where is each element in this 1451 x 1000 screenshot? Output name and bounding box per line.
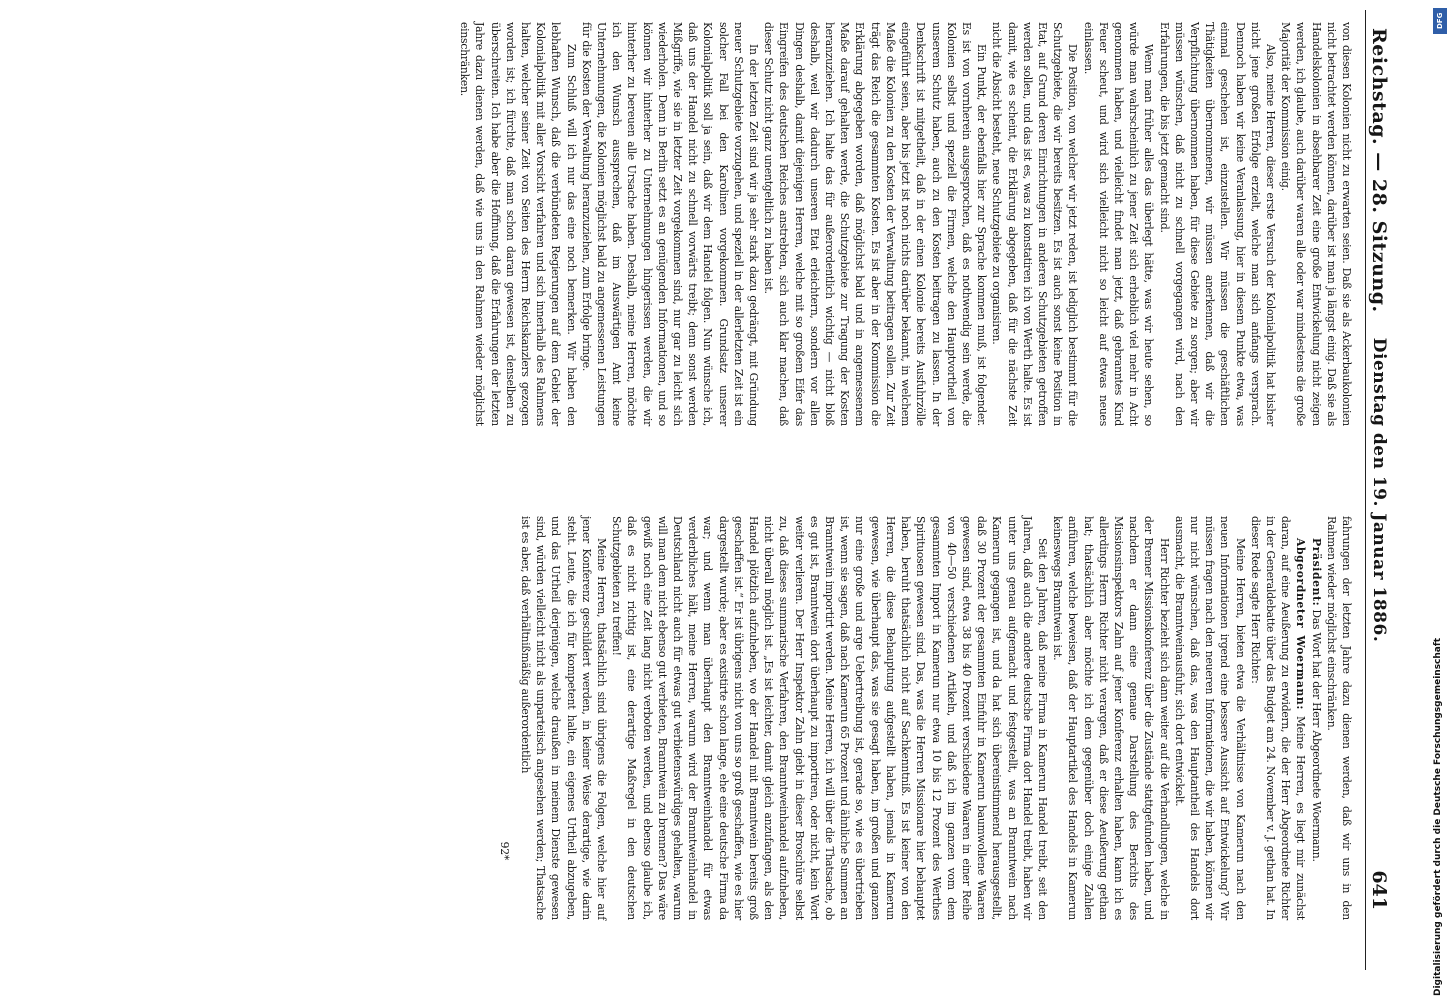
left-text-column — [64, 22, 1354, 426]
paragraph: Also, meine Herren, dieser erste Versuch der Kolonialpolitik hat bisher nicht jene großen Erfolge erzielt, welche man sich anfangs versprach. Dennoch haben wir keine Veranlassung, hier in diesem Punkte etwa, was einmal geschehen ist, einzustellen. Wir müssen die geschäftlichen Thätigkeiten übernommenen, wir müssen anerkennen, daß wir die Verpflichtung übernommen haben, für diese Gebiete zu sorgen; aber wir müssen wünschen, daß nicht zu schnell vorgegangen wird, nach den Erfahrungen, die bis jetzt gemacht sind. — [1157, 22, 1277, 426]
speech-text: Meine Herren, es liegt mir zunächst daran, auf eine Aeußerung zu erwidern, die der Herr Abgeordnete Richter in der Generaldebatte über das Budget am 24. November v. J. gethan hat. In dieser Rede sagte Herr Richter: — [1248, 516, 1308, 921]
running-header — [1365, 10, 1390, 970]
paragraph: Seit den Jahren, daß meine Firma in Kamerun Handel treibt, seit den Jahren, daß auch die andere deutsche Firma dort Handel treibt, haben wir unter uns genau aufgemacht und festgestellt, was an Branntwein nach Kamerun gegangen ist, und da hat sich übereinstimmend herausgestellt, daß 30 Prozent der gesammten Einfuhr in Kamerun baumwollene Waaren gewesen sind, etwa 38 bis 40 Prozent verschiedene Waaren in einer Reihe von 40—50 verschiedenen Artikeln, und daß ich im ganzen vom dem gesammten Import in Kamerun nur etwa 10 bis 12 Prozent des Werthes Spirituosen gewesen sind. Das, was die Herren Missionare hier behauptet haben, beruht thatsächlich nicht auf Sachkenntniß. Es ist keiner von den Herren, die diese Behauptung aufgestellt haben, jemals in Kamerun gewesen, wie überhaupt das, was sie gesagt haben, im großen und ganzen nur eine große und arge Uebertreibung ist, gerade so, wie es übertrieben ist, wenn sie sagen, daß nach Kamerun 65 Prozent und ähnliche Summen an Branntwein importirt werden. Meine Herren, ich will über die Thatsache, ob es gut ist, Branntwein dort überhaupt zu importiren, oder nicht, kein Wort weiter verlieren. Der Herr Inspektor Zahn giebt in dieser Broschüre selbst zu, daß dieses summarische Verfahren, den Branntweinhandel aufzuheben, nicht überall möglich ist. „Es ist leichter, damit gleich anzufangen, als den Handel plötzlich aufzuheben, wo der Handel mit Branntwein bereits groß geschaffen ist.“ Er ist übrigens nicht von uns so groß geschaffen, wie es hier dargestellt wurde; aber es existirte schon lange, ehe eine deutsche Firma da war; und wenn man überhaupt den Branntweinhandel für etwas verderbliches hält, meine Herren, warum wird der Branntweinhandel in Deutschland nicht auch für etwas gut verbietenswürdiges gehalten, warum will man dem nicht ebenso gut verbieten, Branntwein zu brennen? Das wäre gewiß noch eine Zeit lang nicht verboten werden, und ebenso glaube ich, daß es nicht richtig ist, eine derartige Maßregel in den deutschen Schutzgebieten zu treffen! — [610, 516, 1049, 920]
right-text-column — [64, 516, 1354, 920]
paragraph: Die Position, von welcher wir jetzt reden, ist lediglich bestimmt für die Schutzgebiete, die wir bereits besitzen. Es ist auch sonst keine Position in Etat, auf Grund deren Einrichtungen in anderen Schutzgebieten getroffen werden sollen, und das ist es, was zu konstatiren ich von Werth halte. Es ist damit, wie es scheint, die Erklärung abgegeben, daß für die nächste Zeit nicht die Absicht besteht, neue Schutzgebiete zu organisiren. — [990, 22, 1080, 426]
speech-text: Das Wort hat der Herr Abgeordnete Woermann. — [1309, 609, 1323, 862]
sidebar-credit: Digitalisierung gefördert durch die Deutsche Forschungsgemeinschaft — [1433, 637, 1443, 996]
dfg-logo: DFG — [1433, 8, 1447, 34]
header-session: Reichstag. — 28. Sitzung. — [1368, 28, 1390, 313]
paragraph: Zum Schluß will ich nur das eine noch bemerken. Wir haben den lebhaften Wunsch, daß die verbündeten Regierungen auf dem Gebiet der Kolonialpolitik mit aller Vorsicht verfahren und sich innerhalb des Rahmens halten, welcher seiner Zeit von Seiten des Herrn Reichskanzlers gezogen worden ist; ich fürchte, daß man schon daran gewesen ist, denselben zu überschreiten. Ich habe aber die Hoffnung, daß die Erfahrungen der letzten Jahre dazu dienen werden, daß wie uns in den Rahmen wieder möglichst einschränken. — [458, 22, 578, 426]
signature-mark: 92* — [497, 841, 511, 860]
paragraph: Wenn man früher alles das überlegt hätte, was wir heute sehen, so würde man wahrscheinlich zu jener Zeit sich erheblich viel mehr in Acht genommen haben, und vielleicht findet man jetzt, daß gebranntes Kind Feuer scheut, und wird sich vielleicht nicht so leicht auf etwas neues einlassen. — [1081, 22, 1156, 426]
header-date: Dienstag den 19. Januar 1886. — [1369, 337, 1389, 643]
page-number: 641 — [1368, 870, 1390, 910]
paragraph: Ein Punkt, der ebenfalls hier zur Sprache kommen muß, ist folgender. Es ist von vornherein ausgesprochen, daß es nothwendig sein werde, die Kolonien selbst und speziell die Firmen, welche den Hauptvortheil von unserem Schutz haben, auch zu den Kosten beitragen zu lassen. In der Denkschrift ist mitgetheilt, daß in der einen Kolonie bereits Ausfuhrzölle eingeführt seien, aber bis jetzt ist noch nichts darüber bekannt, in welchem Maße die Kolonien zu den Kosten der Verwaltung beitragen sollen. Zur Zeit trägt das Reich die gesammten Kosten. Es ist aber in der Kommission die Erklärung abgegeben worden, daß möglichst bald und in angemessenem Maße darauf gehalten werde, die Schutzgebiete zur Tragung der Kosten heranzuziehen. Ich halte das für außerordentlich wichtig — nicht bloß deshalb, weil wir dadurch unseren Etat erleichtern, sondern vor allen Dingen deshalb, damit diejenigen Herren, welche mit so großem Eifer das Eingreifen des deutschen Reiches anstrebten, sich auch klar machen, daß dieser Schutz nicht ganz unentgeltlich zu haben ist. — [762, 22, 989, 426]
paragraph: fahrungen der letzten Jahre dazu dienen werden, daß wir uns in den Rahmen wieder möglichst einschränken. — [1324, 516, 1353, 920]
paragraph: Herr Richter bezieht sich dann weiter auf die Verhandlungen, welche in der Bremer Missionskonferenz über die Zustände stattgefunden haben, und nachdem er dann eine genaue Darstellung des Berichts des Missionsinspektors Zahn auf jener Konferenz erhalten haben, kann ich es allerdings Herrn Richter nicht verargen, daß er diese Aeußerung gethan hat; thatsächlich aber möchte ich dem gegenüber doch einige Zahlen anführen, welche beweisen, daß der Hauptartikel des Handels in Kamerun keineswegs Branntwein ist. — [1051, 516, 1171, 920]
speaker-paragraph — [1308, 516, 1323, 920]
speaker-name: Präsident: — [1309, 538, 1323, 607]
paragraph: Meine Herren, thatsächlich sind übrigens die Folgen, welche hier auf jener Konferenz geschildert werden, in keiner Weise derartige, wie darin steht. Leute, die ich für kompetent halte, ein eigenes Urtheil abzugeben, und das Urtheil derjenigen, welche draußen in meinem Dienste gewesen sind, würden vielleicht nicht als unparteiisch angesehen werden; Thatsache ist es aber, daß verhältnißmäßig außerordentlich — [519, 516, 609, 920]
speaker-paragraph — [1248, 516, 1309, 920]
paragraph: In der letzten Zeit sind wir ja sehr stark dazu gedrängt, mit Gründung neuer Schutzgebiete vorzugehen, und speziell in der allerletzten Zeit ist ein solcher Fall bei den Karolinen vorgekommen. Grundsatz unserer Kolonialpolitik soll ja sein, daß wir dem Handel folgen. Nun wünsche ich, daß uns der Handel nicht zu schnell vorwärts treibt; denn sonst werden Mißgriffe, wie sie in letzter Zeit vorgekommen sind, nur gar zu leicht sich wiederholen. Denn in Berlin setzt es an genügenden Informationen, und so können wir hinterher zu Unternehmungen hingerissen werden, die wir hinterher zu bereuen alle Ursache haben. Deshalb, meine Herren, möchte ich den Wunsch aussprechen, daß im Auswärtigen Amt keine Unternehmungen, die Kolonien möglichst bald zu angemessenen Leistungen für die Kosten der Verwaltung heranzuziehen, zum Erfolge bringe. — [579, 22, 761, 426]
digitization-sidebar — [1429, 0, 1451, 1000]
paragraph: von diesen Kolonien nicht zu erwarten seien. Daß sie als Ackerbaukolonien nicht betrachtet werden können, darüber ist man ja längst einig. Daß sie als Handelskolonien in absehbarer Zeit eine große Entwickelung nicht zeigen werden, ich glaube, auch darüber waren alle oder war mindestens die große Majorität der Kommission einig. — [1279, 22, 1353, 426]
speaker-name: Abgeordneter Woermann: — [1294, 538, 1308, 710]
quoted-paragraph: Meine Herren, bieten etwa die Verhältnisse von Kamerun nach den neuen Informationen irgend eine bessere Aussicht auf Entwickelung? Wir müssen fragen nach den neueren Informationen, die wir haben, können wir nur nicht wünschen, daß das, was den Hauptantheil des Handels dort ausmacht, die Branntweinausfuhr, sich dort entwickelt. — [1172, 516, 1247, 920]
